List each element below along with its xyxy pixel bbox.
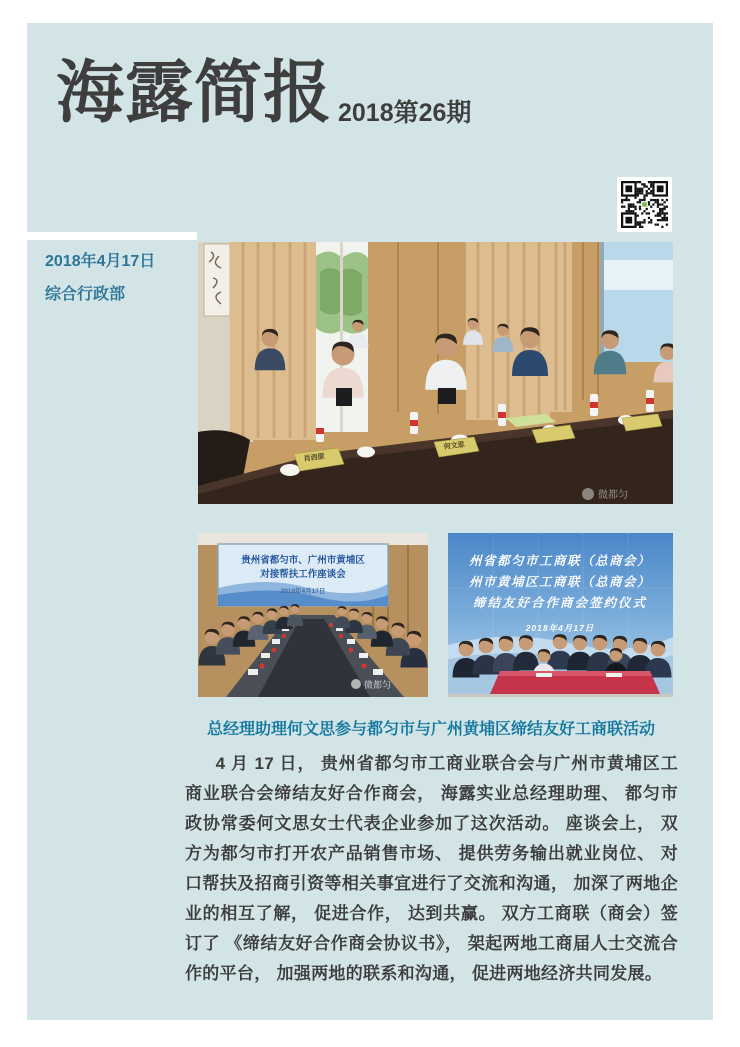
newsletter-title: 海露简报: [56, 55, 333, 131]
header-separator: [27, 232, 197, 240]
signing-ceremony-photo: [448, 533, 673, 697]
svg-text:对接帮扶工作座谈会: 对接帮扶工作座谈会: [260, 569, 346, 580]
svg-text:2018年4月17日: 2018年4月17日: [280, 588, 326, 595]
qr-code: [617, 177, 672, 232]
photo-watermark: [582, 488, 628, 501]
svg-text:肖西原: 肖西原: [303, 453, 326, 463]
svg-text:微都匀: 微都匀: [598, 490, 628, 501]
photo-watermark: [351, 679, 391, 690]
svg-text:微都匀: 微都匀: [364, 680, 392, 690]
svg-text:何文思: 何文思: [443, 441, 466, 451]
publish-date: 2018年4月17日: [45, 253, 156, 270]
article-body: 4 月 17 日， 贵州省都匀市工商业联合会与广州市黄埔区工商业联合会缔结友好合作商会， 海露实业总经理助理、 都匀市政协常委何文思女士代表企业参加了这次活动。 座谈会上， 双方为都匀市打开农产品销售市场、 提供劳务输出就业岗位、 对口帮扶及招商引资等相关事宜进行了交流和沟通， 加深了两地企业的相互了解， 促进合作， 达到共赢。 双方工商联（商会）签订了 《缔结友好合作商会协议书》， 架起两地工商届人士交流合作的平台， 加强两地的联系和沟通， 促进两地经济共同发展。: [185, 754, 678, 983]
svg-text:州市黄埔区工商联（总商会）: 州市黄埔区工商联（总商会）: [468, 575, 652, 589]
svg-text:州省都匀市工商联（总商会）: 州省都匀市工商联（总商会）: [468, 554, 652, 568]
issue-number: 2018第26期: [338, 99, 472, 127]
svg-text:贵州省都匀市、广州市黄埔区: 贵州省都匀市、广州市黄埔区: [241, 555, 365, 566]
svg-text:2018年4月17日: 2018年4月17日: [525, 623, 595, 633]
publishing-department: 综合行政部: [45, 286, 126, 303]
article-headline: 总经理助理何文思参与都匀市与广州黄埔区缔结友好工商联活动: [206, 721, 655, 738]
meeting-room-photo: [198, 242, 673, 504]
svg-text:缔结友好合作商会签约仪式: 缔结友好合作商会签约仪式: [472, 596, 648, 610]
seminar-photo: [198, 533, 428, 697]
qr-code-pattern: [621, 181, 668, 228]
